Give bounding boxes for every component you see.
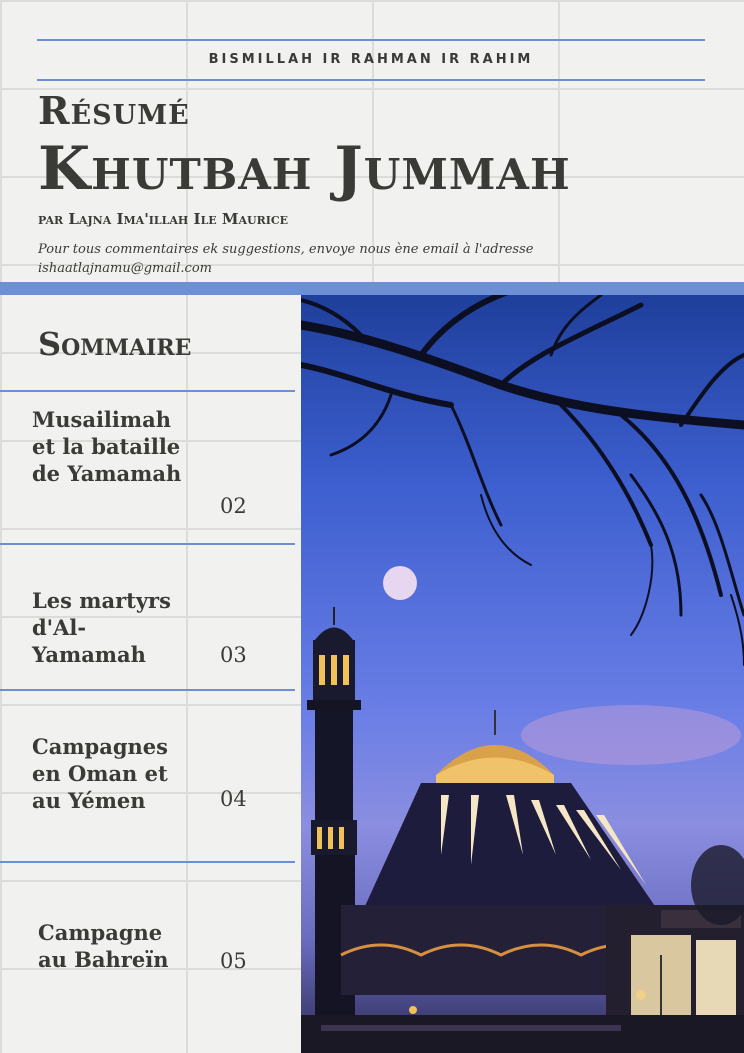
header-rule-bottom bbox=[37, 79, 705, 81]
mosque-at-dusk-photo bbox=[301, 295, 744, 1053]
toc-item-page: 04 bbox=[220, 787, 247, 811]
contact-note bbox=[38, 240, 698, 278]
toc-item-title: Les martyrs d'Al-Yamamah bbox=[32, 588, 171, 667]
toc-item-title: Campagnes en Oman et au Yémen bbox=[32, 734, 168, 813]
toc-item-page: 05 bbox=[220, 949, 247, 973]
toc-item-title: Musailimah et la bataille de Yamamah bbox=[32, 407, 182, 486]
moon-icon bbox=[383, 566, 417, 600]
ground bbox=[301, 1015, 744, 1053]
tree-branches bbox=[301, 295, 744, 665]
sky-haze bbox=[521, 705, 741, 765]
toc-divider bbox=[0, 861, 295, 863]
path bbox=[321, 1025, 621, 1031]
toc-divider bbox=[0, 689, 295, 691]
contact-note-text: Pour tous commentaires ek suggestions, envoye nous ène email à l'adresse bbox=[38, 242, 534, 257]
sommaire-heading: Sommaire bbox=[38, 325, 192, 363]
contact-email[interactable]: ishaatlajnamu@gmail.com bbox=[38, 261, 212, 276]
toc-divider bbox=[0, 390, 295, 392]
toc-item-page: 03 bbox=[220, 643, 247, 667]
mosque-illustration bbox=[301, 295, 744, 1053]
accent-band bbox=[0, 282, 744, 295]
page-title: Khutbah Jummah bbox=[38, 134, 571, 204]
byline: par Lajna Ima'illah Ile Maurice bbox=[38, 210, 289, 228]
toc-divider bbox=[0, 543, 295, 545]
resume-heading: Résumé bbox=[38, 88, 190, 133]
header-rule-top bbox=[37, 39, 705, 41]
lamp-icon bbox=[636, 990, 646, 1000]
toc-item-page: 02 bbox=[220, 494, 247, 518]
toc-item-title: Campagne au Bahreïn bbox=[38, 920, 169, 972]
bismillah-text: BISMILLAH IR RAHMAN IR RAHIM bbox=[208, 52, 534, 67]
lamp-icon bbox=[409, 1006, 417, 1014]
